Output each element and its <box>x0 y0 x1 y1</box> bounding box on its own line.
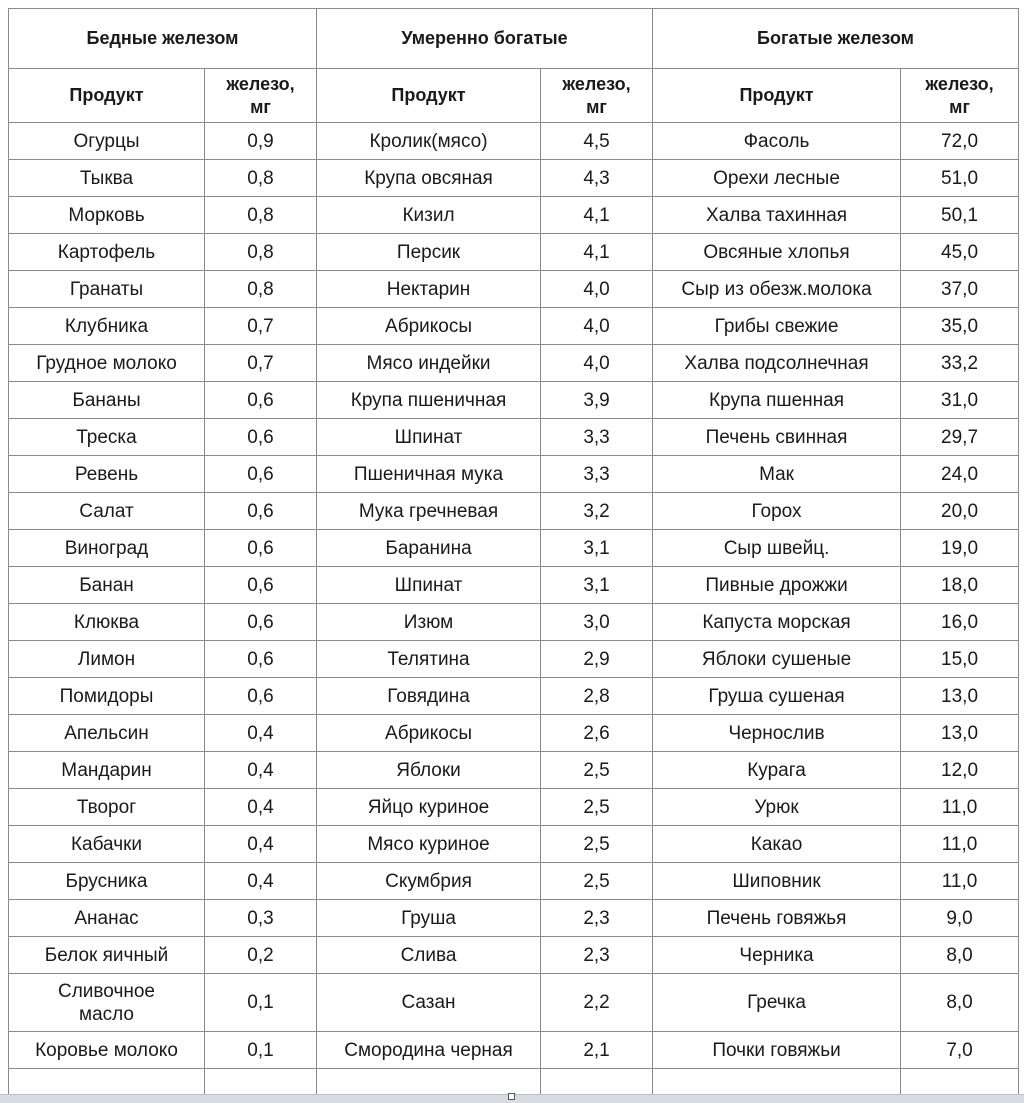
product-cell: Крупа пшеничная <box>317 382 541 419</box>
product-cell: Картофель <box>9 234 205 271</box>
iron-value-cell: 3,1 <box>541 567 653 604</box>
table-row <box>9 197 1019 234</box>
iron-value-cell: 3,0 <box>541 604 653 641</box>
empty-cell <box>9 1069 205 1097</box>
iron-value-cell: 0,1 <box>205 974 317 1032</box>
resize-handle[interactable] <box>508 1093 515 1100</box>
iron-value-cell: 16,0 <box>901 604 1019 641</box>
product-cell: Шпинат <box>317 419 541 456</box>
table-row <box>9 567 1019 604</box>
iron-value-cell: 13,0 <box>901 678 1019 715</box>
iron-value-cell: 24,0 <box>901 456 1019 493</box>
product-cell: Пивные дрожжи <box>653 567 901 604</box>
iron-value-cell: 45,0 <box>901 234 1019 271</box>
table-row <box>9 456 1019 493</box>
iron-value-cell: 9,0 <box>901 900 1019 937</box>
product-cell: Коровье молоко <box>9 1032 205 1069</box>
iron-value-cell: 3,9 <box>541 382 653 419</box>
iron-value-cell: 0,6 <box>205 530 317 567</box>
iron-value-cell: 0,6 <box>205 604 317 641</box>
product-cell: Груша <box>317 900 541 937</box>
iron-value-cell: 0,4 <box>205 789 317 826</box>
iron-value-cell: 12,0 <box>901 752 1019 789</box>
iron-value-cell: 3,2 <box>541 493 653 530</box>
iron-value-cell: 51,0 <box>901 160 1019 197</box>
product-cell: Треска <box>9 419 205 456</box>
table-row <box>9 604 1019 641</box>
iron-value-cell: 18,0 <box>901 567 1019 604</box>
iron-value-cell: 11,0 <box>901 863 1019 900</box>
iron-value-cell: 0,6 <box>205 419 317 456</box>
table-row <box>9 493 1019 530</box>
column-header-row <box>9 69 1019 123</box>
iron-column-header: железо, мг <box>901 69 1019 123</box>
iron-value-cell: 3,3 <box>541 419 653 456</box>
product-cell: Грудное молоко <box>9 345 205 382</box>
iron-value-cell: 29,7 <box>901 419 1019 456</box>
group-rich-header: Богатые железом <box>653 9 1019 69</box>
table-row <box>9 826 1019 863</box>
table-row <box>9 641 1019 678</box>
iron-value-cell: 4,0 <box>541 308 653 345</box>
product-cell: Бананы <box>9 382 205 419</box>
product-cell: Мак <box>653 456 901 493</box>
table-row <box>9 715 1019 752</box>
iron-value-cell: 4,5 <box>541 123 653 160</box>
iron-value-cell: 0,6 <box>205 456 317 493</box>
iron-value-cell: 0,6 <box>205 678 317 715</box>
iron-value-cell: 2,5 <box>541 863 653 900</box>
iron-value-cell: 2,2 <box>541 974 653 1032</box>
iron-value-cell: 0,7 <box>205 345 317 382</box>
table-row <box>9 752 1019 789</box>
iron-value-cell: 37,0 <box>901 271 1019 308</box>
table-row <box>9 160 1019 197</box>
product-cell: Почки говяжьи <box>653 1032 901 1069</box>
product-column-header: Продукт <box>653 69 901 123</box>
iron-value-cell: 7,0 <box>901 1032 1019 1069</box>
product-cell: Слива <box>317 937 541 974</box>
table-row <box>9 863 1019 900</box>
iron-value-cell: 11,0 <box>901 789 1019 826</box>
iron-value-cell: 0,6 <box>205 641 317 678</box>
empty-cell <box>901 1069 1019 1097</box>
table-row <box>9 530 1019 567</box>
product-cell: Белок яичный <box>9 937 205 974</box>
product-cell: Капуста морская <box>653 604 901 641</box>
product-cell: Овсяные хлопья <box>653 234 901 271</box>
product-cell: Мясо индейки <box>317 345 541 382</box>
product-cell: Орехи лесные <box>653 160 901 197</box>
iron-value-cell: 50,1 <box>901 197 1019 234</box>
iron-value-cell: 13,0 <box>901 715 1019 752</box>
product-cell: Персик <box>317 234 541 271</box>
product-cell: Смородина черная <box>317 1032 541 1069</box>
iron-column-header: железо, мг <box>205 69 317 123</box>
iron-value-cell: 0,8 <box>205 197 317 234</box>
product-cell: Сыр швейц. <box>653 530 901 567</box>
product-column-header: Продукт <box>317 69 541 123</box>
product-cell: Халва тахинная <box>653 197 901 234</box>
product-cell: Кабачки <box>9 826 205 863</box>
iron-value-cell: 2,5 <box>541 789 653 826</box>
product-cell: Говядина <box>317 678 541 715</box>
product-cell: Крупа овсяная <box>317 160 541 197</box>
iron-value-cell: 2,1 <box>541 1032 653 1069</box>
product-cell: Нектарин <box>317 271 541 308</box>
product-cell: Шпинат <box>317 567 541 604</box>
iron-value-cell: 0,9 <box>205 123 317 160</box>
table-row <box>9 308 1019 345</box>
table-row <box>9 419 1019 456</box>
iron-value-cell: 0,8 <box>205 234 317 271</box>
product-cell: Изюм <box>317 604 541 641</box>
iron-value-cell: 15,0 <box>901 641 1019 678</box>
product-cell: Горох <box>653 493 901 530</box>
table-row <box>9 900 1019 937</box>
empty-cell <box>205 1069 317 1097</box>
iron-value-cell: 0,7 <box>205 308 317 345</box>
product-cell: Урюк <box>653 789 901 826</box>
table-row <box>9 271 1019 308</box>
product-cell: Кролик(мясо) <box>317 123 541 160</box>
product-cell: Брусника <box>9 863 205 900</box>
iron-value-cell: 20,0 <box>901 493 1019 530</box>
group-header-row <box>9 9 1019 69</box>
product-cell: Ананас <box>9 900 205 937</box>
iron-value-cell: 35,0 <box>901 308 1019 345</box>
table-row <box>9 234 1019 271</box>
product-cell: Яйцо куриное <box>317 789 541 826</box>
product-cell: Телятина <box>317 641 541 678</box>
product-cell: Сыр из обезж.молока <box>653 271 901 308</box>
product-cell: Яблоки сушеные <box>653 641 901 678</box>
iron-value-cell: 0,4 <box>205 863 317 900</box>
iron-value-cell: 0,4 <box>205 826 317 863</box>
table-row <box>9 382 1019 419</box>
iron-value-cell: 4,0 <box>541 271 653 308</box>
product-cell: Абрикосы <box>317 715 541 752</box>
product-cell: Огурцы <box>9 123 205 160</box>
product-cell: Черника <box>653 937 901 974</box>
product-cell: Чернослив <box>653 715 901 752</box>
iron-value-cell: 2,5 <box>541 752 653 789</box>
product-cell: Фасоль <box>653 123 901 160</box>
product-cell: Шиповник <box>653 863 901 900</box>
iron-value-cell: 0,3 <box>205 900 317 937</box>
product-cell: Виноград <box>9 530 205 567</box>
iron-column-header: железо, мг <box>541 69 653 123</box>
iron-value-cell: 3,1 <box>541 530 653 567</box>
product-cell: Абрикосы <box>317 308 541 345</box>
product-cell: Клубника <box>9 308 205 345</box>
empty-cell <box>653 1069 901 1097</box>
product-cell: Печень говяжья <box>653 900 901 937</box>
product-cell: Груша сушеная <box>653 678 901 715</box>
iron-value-cell: 11,0 <box>901 826 1019 863</box>
table-row <box>9 974 1019 1032</box>
product-cell: Кизил <box>317 197 541 234</box>
product-cell: Курага <box>653 752 901 789</box>
product-cell: Мандарин <box>9 752 205 789</box>
product-cell: Ревень <box>9 456 205 493</box>
product-cell: Пшеничная мука <box>317 456 541 493</box>
iron-value-cell: 8,0 <box>901 937 1019 974</box>
product-cell: Лимон <box>9 641 205 678</box>
group-poor-header: Бедные железом <box>9 9 317 69</box>
iron-value-cell: 0,6 <box>205 567 317 604</box>
product-cell: Клюква <box>9 604 205 641</box>
table-row <box>9 123 1019 160</box>
iron-value-cell: 33,2 <box>901 345 1019 382</box>
product-cell: Гречка <box>653 974 901 1032</box>
table-row <box>9 789 1019 826</box>
empty-cell <box>541 1069 653 1097</box>
product-cell: Крупа пшенная <box>653 382 901 419</box>
iron-value-cell: 8,0 <box>901 974 1019 1032</box>
iron-value-cell: 31,0 <box>901 382 1019 419</box>
product-cell: Сливочное масло <box>9 974 205 1032</box>
iron-value-cell: 0,6 <box>205 382 317 419</box>
product-cell: Мясо куриное <box>317 826 541 863</box>
iron-value-cell: 0,1 <box>205 1032 317 1069</box>
product-cell: Апельсин <box>9 715 205 752</box>
product-cell: Тыква <box>9 160 205 197</box>
table-row <box>9 678 1019 715</box>
table-row <box>9 345 1019 382</box>
iron-value-cell: 0,4 <box>205 715 317 752</box>
iron-value-cell: 4,1 <box>541 234 653 271</box>
iron-value-cell: 2,8 <box>541 678 653 715</box>
table-row <box>9 937 1019 974</box>
product-cell: Яблоки <box>317 752 541 789</box>
iron-value-cell: 2,5 <box>541 826 653 863</box>
group-moderate-header: Умеренно богатые <box>317 9 653 69</box>
iron-value-cell: 4,0 <box>541 345 653 382</box>
iron-value-cell: 0,6 <box>205 493 317 530</box>
iron-value-cell: 19,0 <box>901 530 1019 567</box>
iron-value-cell: 4,3 <box>541 160 653 197</box>
product-cell: Салат <box>9 493 205 530</box>
iron-value-cell: 2,3 <box>541 937 653 974</box>
iron-value-cell: 0,8 <box>205 160 317 197</box>
product-cell: Морковь <box>9 197 205 234</box>
iron-value-cell: 0,8 <box>205 271 317 308</box>
product-cell: Гранаты <box>9 271 205 308</box>
product-cell: Мука гречневая <box>317 493 541 530</box>
product-cell: Скумбрия <box>317 863 541 900</box>
product-cell: Халва подсолнечная <box>653 345 901 382</box>
table-row <box>9 1032 1019 1069</box>
product-cell: Помидоры <box>9 678 205 715</box>
iron-value-cell: 2,3 <box>541 900 653 937</box>
product-column-header: Продукт <box>9 69 205 123</box>
product-cell: Печень свинная <box>653 419 901 456</box>
iron-value-cell: 4,1 <box>541 197 653 234</box>
iron-value-cell: 3,3 <box>541 456 653 493</box>
iron-value-cell: 2,9 <box>541 641 653 678</box>
product-cell: Баранина <box>317 530 541 567</box>
iron-content-table <box>8 8 1019 1097</box>
empty-cell <box>317 1069 541 1097</box>
product-cell: Грибы свежие <box>653 308 901 345</box>
iron-value-cell: 0,2 <box>205 937 317 974</box>
product-cell: Сазан <box>317 974 541 1032</box>
iron-value-cell: 2,6 <box>541 715 653 752</box>
product-cell: Какао <box>653 826 901 863</box>
product-cell: Банан <box>9 567 205 604</box>
iron-value-cell: 72,0 <box>901 123 1019 160</box>
iron-value-cell: 0,4 <box>205 752 317 789</box>
product-cell: Творог <box>9 789 205 826</box>
